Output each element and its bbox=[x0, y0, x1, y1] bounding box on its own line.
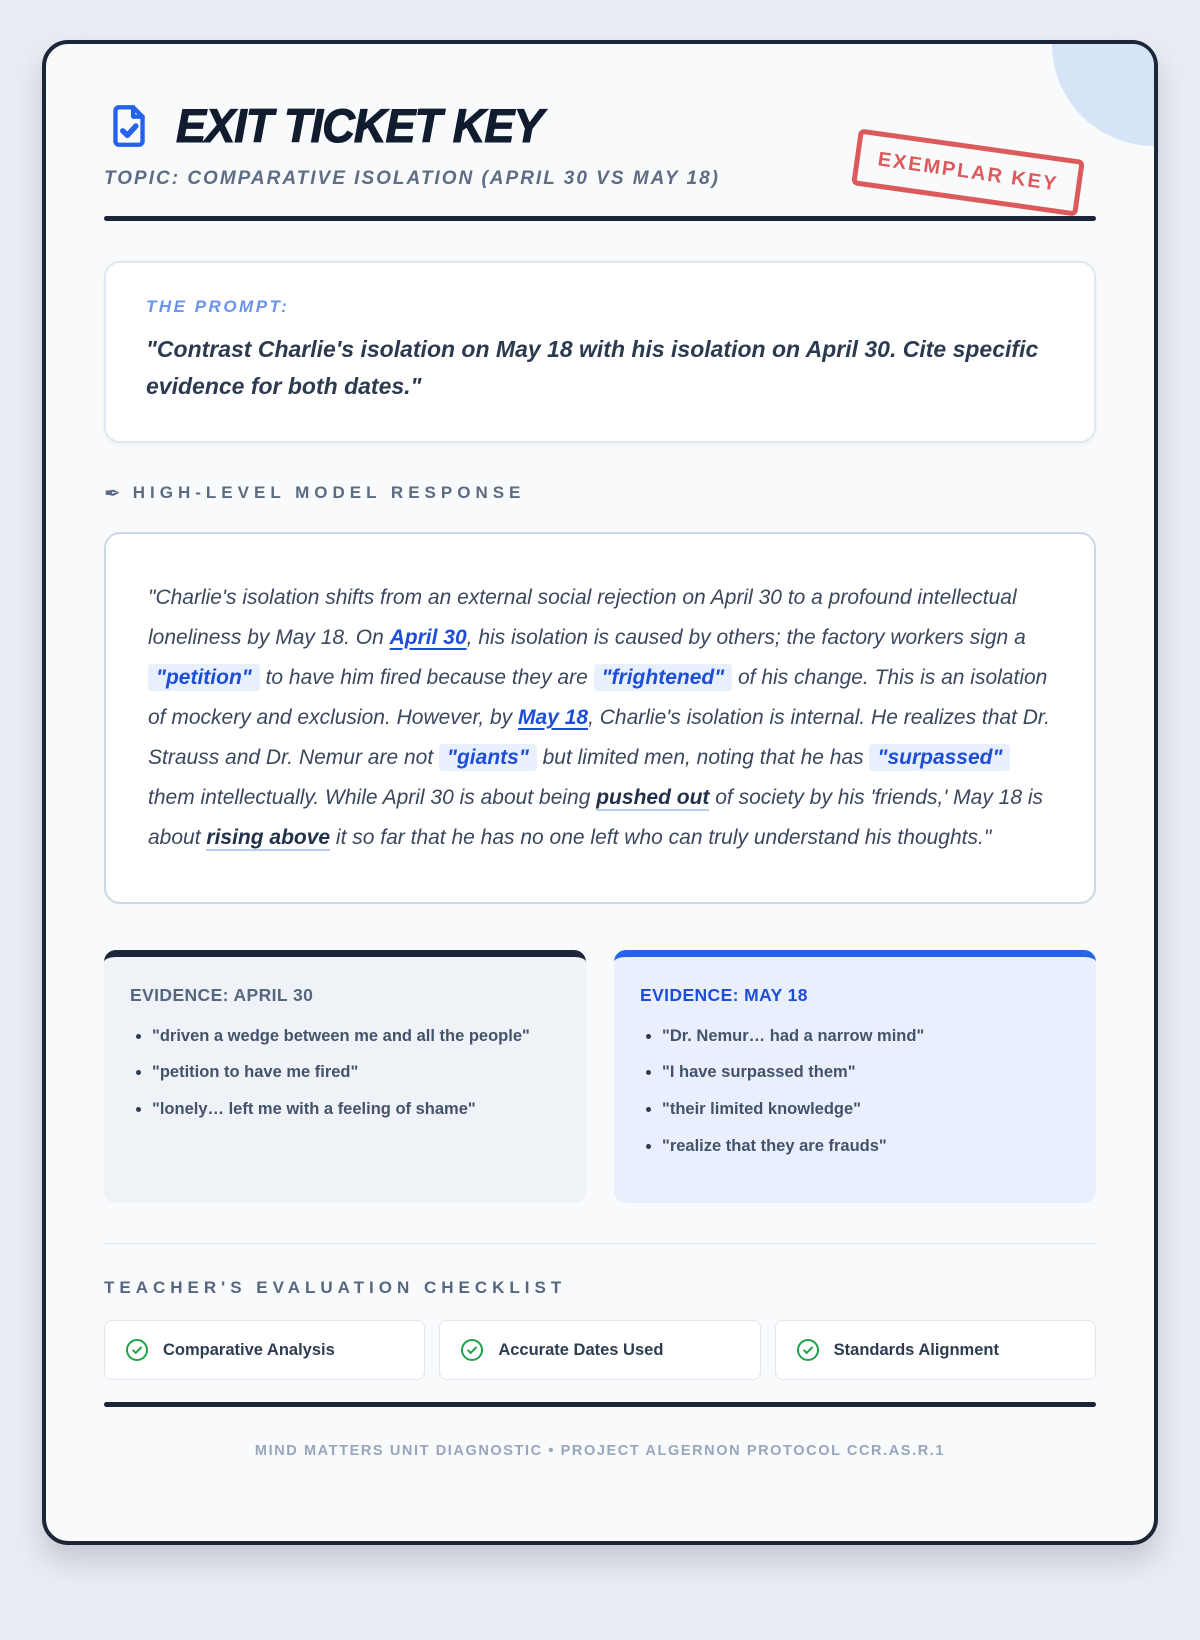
document-check-icon bbox=[104, 101, 154, 151]
evidence-title-april-30: EVIDENCE: APRIL 30 bbox=[130, 984, 314, 1005]
highlighted-quote: "petition" bbox=[148, 664, 260, 691]
key-phrase: pushed out bbox=[596, 785, 710, 809]
date-link[interactable]: April 30 bbox=[389, 625, 467, 649]
pen-nib-icon: ✒ bbox=[104, 482, 121, 505]
evidence-card-april-30 bbox=[104, 950, 586, 1203]
prompt-card bbox=[104, 261, 1096, 443]
prompt-label: THE PROMPT: bbox=[146, 297, 290, 316]
evidence-title-may-18: EVIDENCE: MAY 18 bbox=[640, 984, 808, 1005]
prompt-text: "Contrast Charlie's isolation on May 18 with his isolation on April 30. Cite specific evidence for both dates." bbox=[146, 336, 1039, 399]
check-circle-icon bbox=[460, 1338, 484, 1362]
model-response-section-title: HIGH-LEVEL MODEL RESPONSE bbox=[132, 483, 526, 503]
evidence-card-may-18 bbox=[614, 950, 1096, 1203]
evidence-list-may-18 bbox=[662, 1024, 1070, 1159]
response-text-run: "Charlie's isolation shifts from an external social rejection on April 30 to a profound intellectual loneliness by May 18. On bbox=[148, 585, 1017, 649]
footer-text: MIND MATTERS UNIT DIAGNOSTIC • PROJECT ALGERNON PROTOCOL CCR.AS.R.1 bbox=[254, 1443, 946, 1460]
page-title: EXIT TICKET KEY bbox=[176, 99, 543, 152]
evidence-item: • "I have surpassed them" bbox=[662, 1060, 1070, 1085]
checklist-row bbox=[104, 1320, 1096, 1380]
evidence-item: • "their limited knowledge" bbox=[662, 1097, 1070, 1122]
evidence-item: • "lonely… left me with a feeling of shame" bbox=[152, 1097, 560, 1122]
highlighted-quote: "frightened" bbox=[594, 664, 733, 691]
evidence-item: • "realize that they are frauds" bbox=[662, 1134, 1070, 1159]
evidence-item: • "Dr. Nemur… had a narrow mind" bbox=[662, 1024, 1070, 1049]
check-circle-icon bbox=[796, 1338, 820, 1362]
evidence-grid bbox=[104, 950, 1096, 1203]
response-text-run: it so far that he has no one left who can truly understand his thoughts." bbox=[330, 825, 992, 849]
evidence-item: • "petition to have me fired" bbox=[152, 1060, 560, 1085]
key-phrase: rising above bbox=[206, 825, 331, 849]
response-text-run: , Charlie's isolation is internal. He realizes that Dr. Strauss and Dr. Nemur are not bbox=[148, 705, 1050, 769]
evidence-item: • "driven a wedge between me and all the people" bbox=[152, 1024, 560, 1049]
response-text-run: them intellectually. While April 30 is about being bbox=[148, 785, 597, 809]
model-response-section-header bbox=[104, 481, 1096, 506]
checklist-label: Accurate Dates Used bbox=[498, 1340, 664, 1359]
checklist-label: Standards Alignment bbox=[833, 1340, 999, 1359]
checklist-label: Comparative Analysis bbox=[163, 1340, 335, 1359]
response-text-run: of society by his 'friends,' May 18 is about bbox=[148, 785, 1044, 849]
checklist-divider bbox=[104, 1243, 1096, 1245]
highlighted-quote: "giants" bbox=[439, 744, 537, 771]
check-circle-icon bbox=[125, 1338, 149, 1362]
response-text-run: to have him fired because they are bbox=[259, 665, 594, 689]
response-text-run: but limited men, noting that he has bbox=[536, 745, 870, 769]
evidence-list-april-30 bbox=[152, 1024, 560, 1122]
header-divider bbox=[104, 216, 1096, 221]
checklist-card-standards-alignment bbox=[775, 1320, 1096, 1380]
response-text-run: of his change. This is an isolation of mockery and exclusion. However, by bbox=[148, 665, 1048, 729]
page-card bbox=[42, 40, 1158, 1545]
response-text-run: , his isolation is caused by others; the factory workers sign a bbox=[466, 625, 1026, 649]
checklist-card-accurate-dates bbox=[439, 1320, 760, 1380]
response-card bbox=[104, 532, 1096, 904]
checklist-title: TEACHER'S EVALUATION CHECKLIST bbox=[104, 1278, 567, 1298]
date-link[interactable]: May 18 bbox=[518, 705, 589, 729]
topic-subtitle: TOPIC: COMPARATIVE ISOLATION (APRIL 30 VS MAY 18) bbox=[104, 168, 720, 189]
checklist-card-comparative-analysis bbox=[104, 1320, 425, 1380]
exemplar-key-stamp: EXEMPLAR KEY bbox=[851, 128, 1085, 216]
footer-divider bbox=[104, 1402, 1096, 1407]
response-paragraph bbox=[148, 578, 1052, 858]
highlighted-quote: "surpassed" bbox=[869, 744, 1010, 771]
